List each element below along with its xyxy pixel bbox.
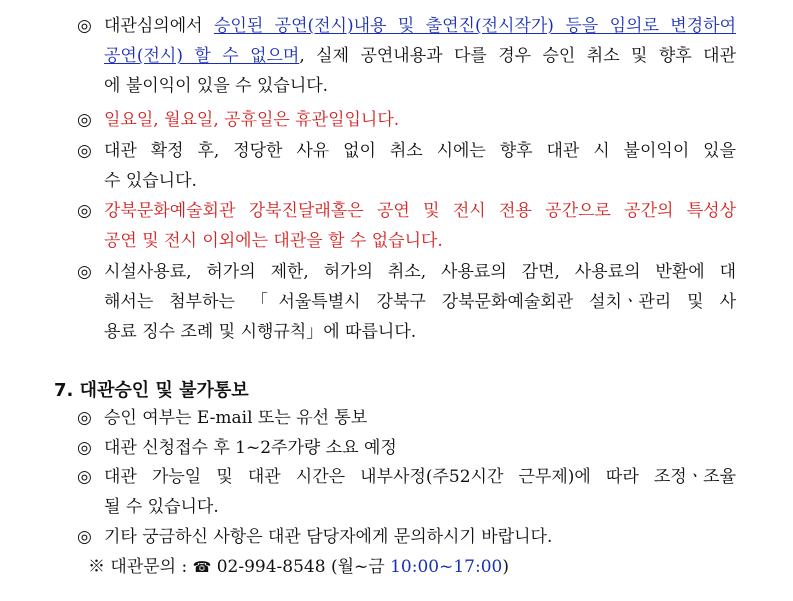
bullet-mark: ◎ [77, 110, 92, 130]
hours-suffix: ) [502, 557, 509, 577]
notice-line: 에 불이익이 있을 수 있습니다. [104, 76, 329, 96]
hours-prefix: (월~금 [330, 557, 391, 577]
bullet-mark: ◎ [77, 16, 92, 36]
hall-restriction-notice: 공연 및 전시 이외에는 대관을 할 수 없습니다. [104, 231, 443, 251]
notice-line: 시설사용료, 허가의 제한, 허가의 취소, 사용료의 감면, 사용료의 반환에 대 [104, 262, 736, 282]
closed-days-notice: 일요일, 월요일, 공휴일은 휴관일입니다. [104, 110, 400, 130]
bullet-mark: ◎ [77, 141, 92, 161]
contact-line [88, 557, 509, 577]
note-mark: ※ [88, 557, 105, 577]
notice-line: 용료 징수 조례 및 시행규칙」에 따릅니다. [104, 322, 417, 342]
bullet-mark: ◎ [77, 527, 92, 547]
notice-line: 수 있습니다. [104, 171, 197, 191]
contact-label: 대관문의 : [110, 557, 188, 577]
bullet-mark: ◎ [77, 408, 92, 428]
section-heading: 7. 대관승인 및 불가통보 [54, 380, 249, 401]
office-hours: 10:00~17:00 [390, 557, 503, 577]
approval-item: 대관 가능일 및 대관 시간은 내부사정(주52시간 근무제)에 따라 조정ㆍ조율 [104, 467, 736, 487]
notice-line: 해서는 첨부하는 「서울특별시 강북구 강북문화예술회관 설치ㆍ관리 및 사 [104, 292, 736, 312]
approval-item: 기타 궁금하신 사항은 대관 담당자에게 문의하시기 바랍니다. [104, 527, 553, 547]
approval-item: 승인 여부는 E-mail 또는 유선 통보 [104, 408, 368, 428]
bullet-mark: ◎ [77, 438, 92, 458]
notice-line: 공연(전시) 할 수 없으며, 실제 공연내용과 다를 경우 승인 취소 및 향후 대관 [104, 46, 736, 66]
approval-item: 대관 신청접수 후 1~2주가량 소요 예정 [104, 438, 397, 458]
bullet-mark: ◎ [77, 262, 92, 282]
phone-icon: ☎ [192, 558, 212, 576]
approval-item: 될 수 있습니다. [104, 497, 219, 517]
bullet-mark: ◎ [77, 201, 92, 221]
hall-restriction-notice: 강북문화예술회관 강북진달래홀은 공연 및 전시 전용 공간으로 공간의 특성상 [104, 201, 736, 221]
bullet-mark: ◎ [77, 467, 92, 487]
notice-line: 대관심의에서 승인된 공연(전시)내용 및 출연진(전시작가) 등을 임의로 변경하여 [104, 16, 736, 36]
notice-line: 대관 확정 후, 정당한 사유 없이 취소 시에는 향후 대관 시 불이익이 있을 [104, 141, 736, 161]
phone-number: 02-994-8548 [216, 557, 326, 577]
